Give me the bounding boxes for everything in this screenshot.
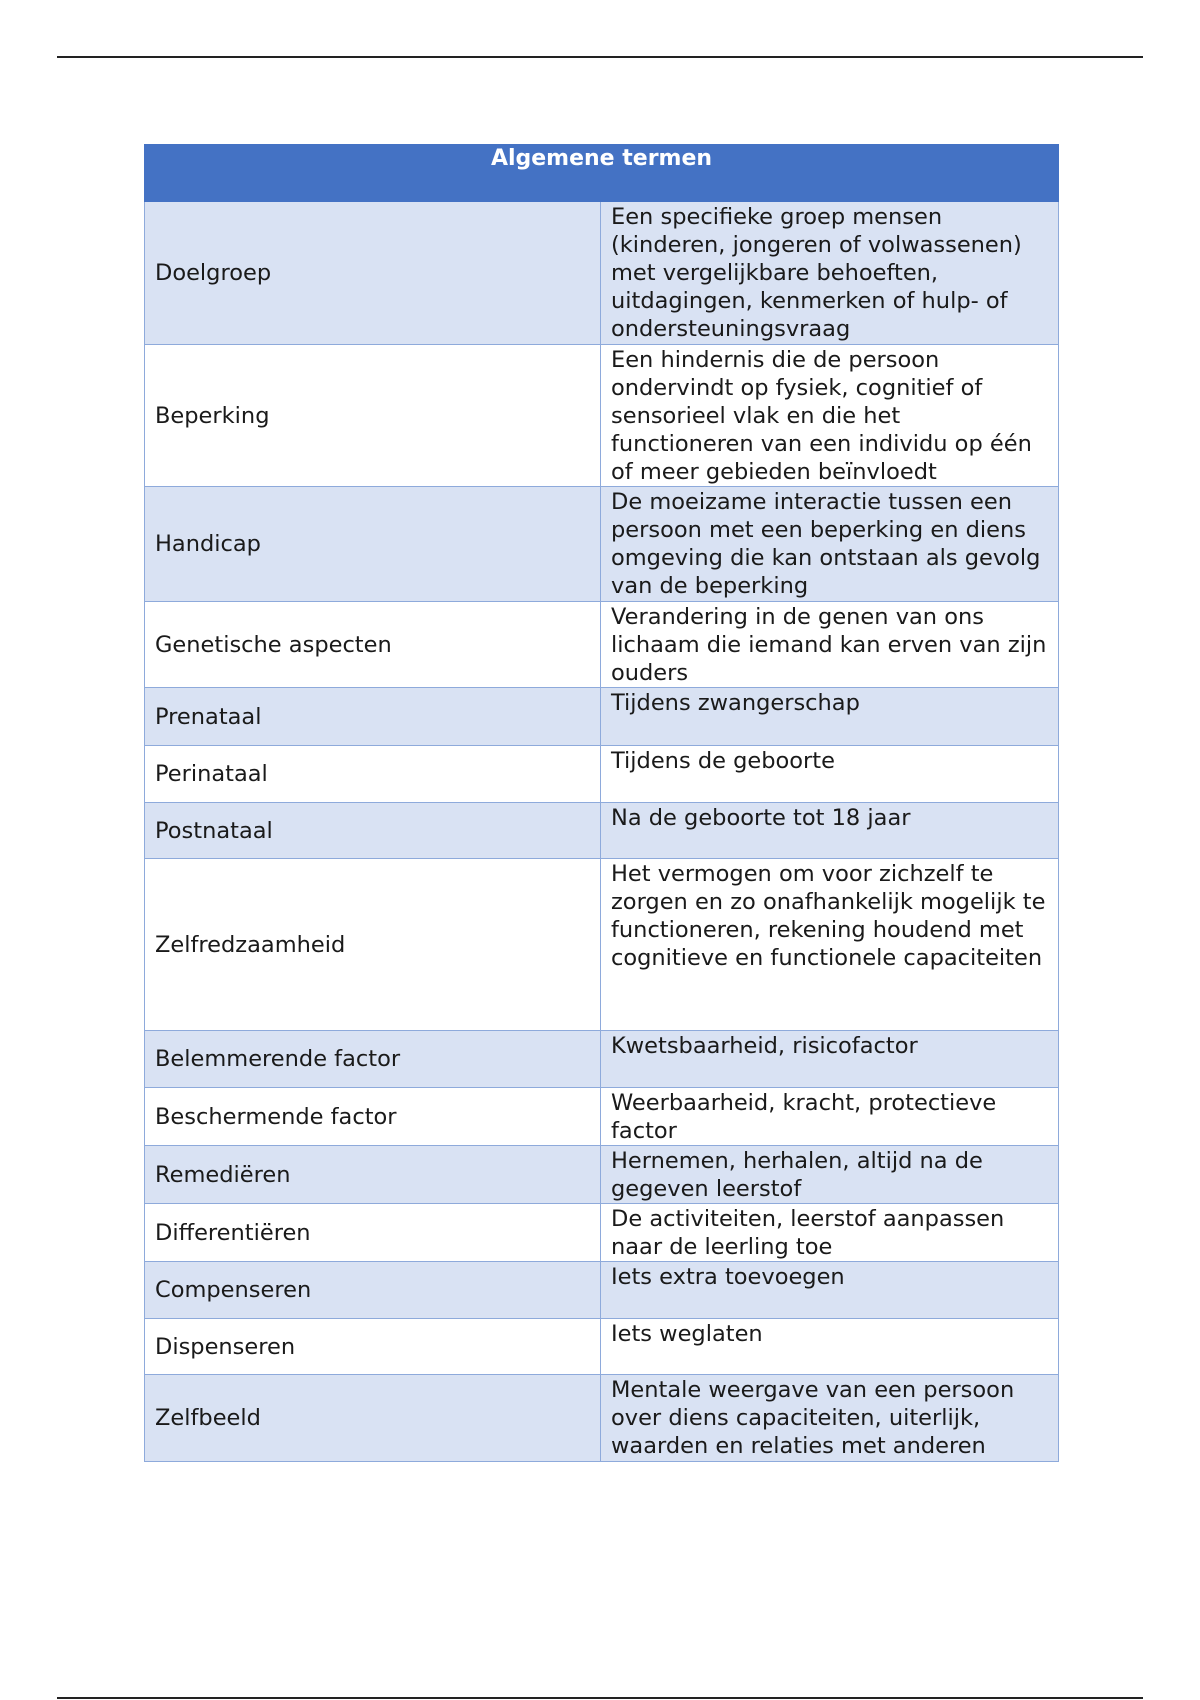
table-row — [145, 202, 1059, 345]
term-cell: Doelgroep — [145, 202, 601, 345]
definition-cell: Tijdens zwangerschap — [601, 688, 1059, 746]
table-row — [145, 1319, 1059, 1375]
table-header-row — [145, 145, 1059, 202]
table-row — [145, 803, 1059, 859]
term-cell: Beschermende factor — [145, 1088, 601, 1146]
definition-cell: Kwetsbaarheid, risicofactor — [601, 1031, 1059, 1088]
table-row — [145, 1375, 1059, 1462]
terms-table — [144, 144, 1059, 1462]
table-row — [145, 688, 1059, 746]
definition-cell: Verandering in de genen van ons lichaam die iemand kan erven van zijn ouders — [601, 602, 1059, 688]
term-cell: Beperking — [145, 345, 601, 487]
term-cell: Differentiëren — [145, 1204, 601, 1262]
definition-cell: Na de geboorte tot 18 jaar — [601, 803, 1059, 859]
term-cell: Genetische aspecten — [145, 602, 601, 688]
table-row — [145, 746, 1059, 803]
table-row — [145, 1031, 1059, 1088]
definition-cell: Mentale weergave van een persoon over diens capaciteiten, uiterlijk, waarden en relaties met anderen — [601, 1375, 1059, 1462]
table-row — [145, 1088, 1059, 1146]
page-footer-rule — [57, 1697, 1143, 1699]
definition-cell: Hernemen, herhalen, altijd na de gegeven leerstof — [601, 1146, 1059, 1204]
table-row — [145, 1146, 1059, 1204]
table-row — [145, 487, 1059, 602]
definition-cell: Iets weglaten — [601, 1319, 1059, 1375]
table-row — [145, 602, 1059, 688]
definition-cell: Tijdens de geboorte — [601, 746, 1059, 803]
term-cell: Zelfbeeld — [145, 1375, 601, 1462]
definition-cell: Weerbaarheid, kracht, protectieve factor — [601, 1088, 1059, 1146]
table-row — [145, 1262, 1059, 1319]
term-cell: Handicap — [145, 487, 601, 602]
term-cell: Postnataal — [145, 803, 601, 859]
term-cell: Prenataal — [145, 688, 601, 746]
term-cell: Remediëren — [145, 1146, 601, 1204]
definition-cell: De activiteiten, leerstof aanpassen naar de leerling toe — [601, 1204, 1059, 1262]
table-row — [145, 859, 1059, 1031]
table-row — [145, 1204, 1059, 1262]
term-cell: Perinataal — [145, 746, 601, 803]
definition-cell: Het vermogen om voor zichzelf te zorgen en zo onafhankelijk mogelijk te functioneren, rekening houdend met cognitieve en functionele capaciteiten — [601, 859, 1059, 1031]
definition-cell: Een specifieke groep mensen (kinderen, jongeren of volwassenen) met vergelijkbare behoeften, uitdagingen, kenmerken of hulp- of ondersteuningsvraag — [601, 202, 1059, 345]
term-cell: Dispenseren — [145, 1319, 601, 1375]
table-row — [145, 345, 1059, 487]
term-cell: Compenseren — [145, 1262, 601, 1319]
definition-cell: Iets extra toevoegen — [601, 1262, 1059, 1319]
definition-cell: De moeizame interactie tussen een persoon met een beperking en diens omgeving die kan ontstaan als gevolg van de beperking — [601, 487, 1059, 602]
term-cell: Zelfredzaamheid — [145, 859, 601, 1031]
table-title: Algemene termen — [145, 145, 1059, 202]
page-header-rule — [57, 56, 1143, 58]
definition-cell: Een hindernis die de persoon ondervindt op fysiek, cognitief of sensorieel vlak en die het functioneren van een individu op één of meer gebieden beïnvloedt — [601, 345, 1059, 487]
term-cell: Belemmerende factor — [145, 1031, 601, 1088]
